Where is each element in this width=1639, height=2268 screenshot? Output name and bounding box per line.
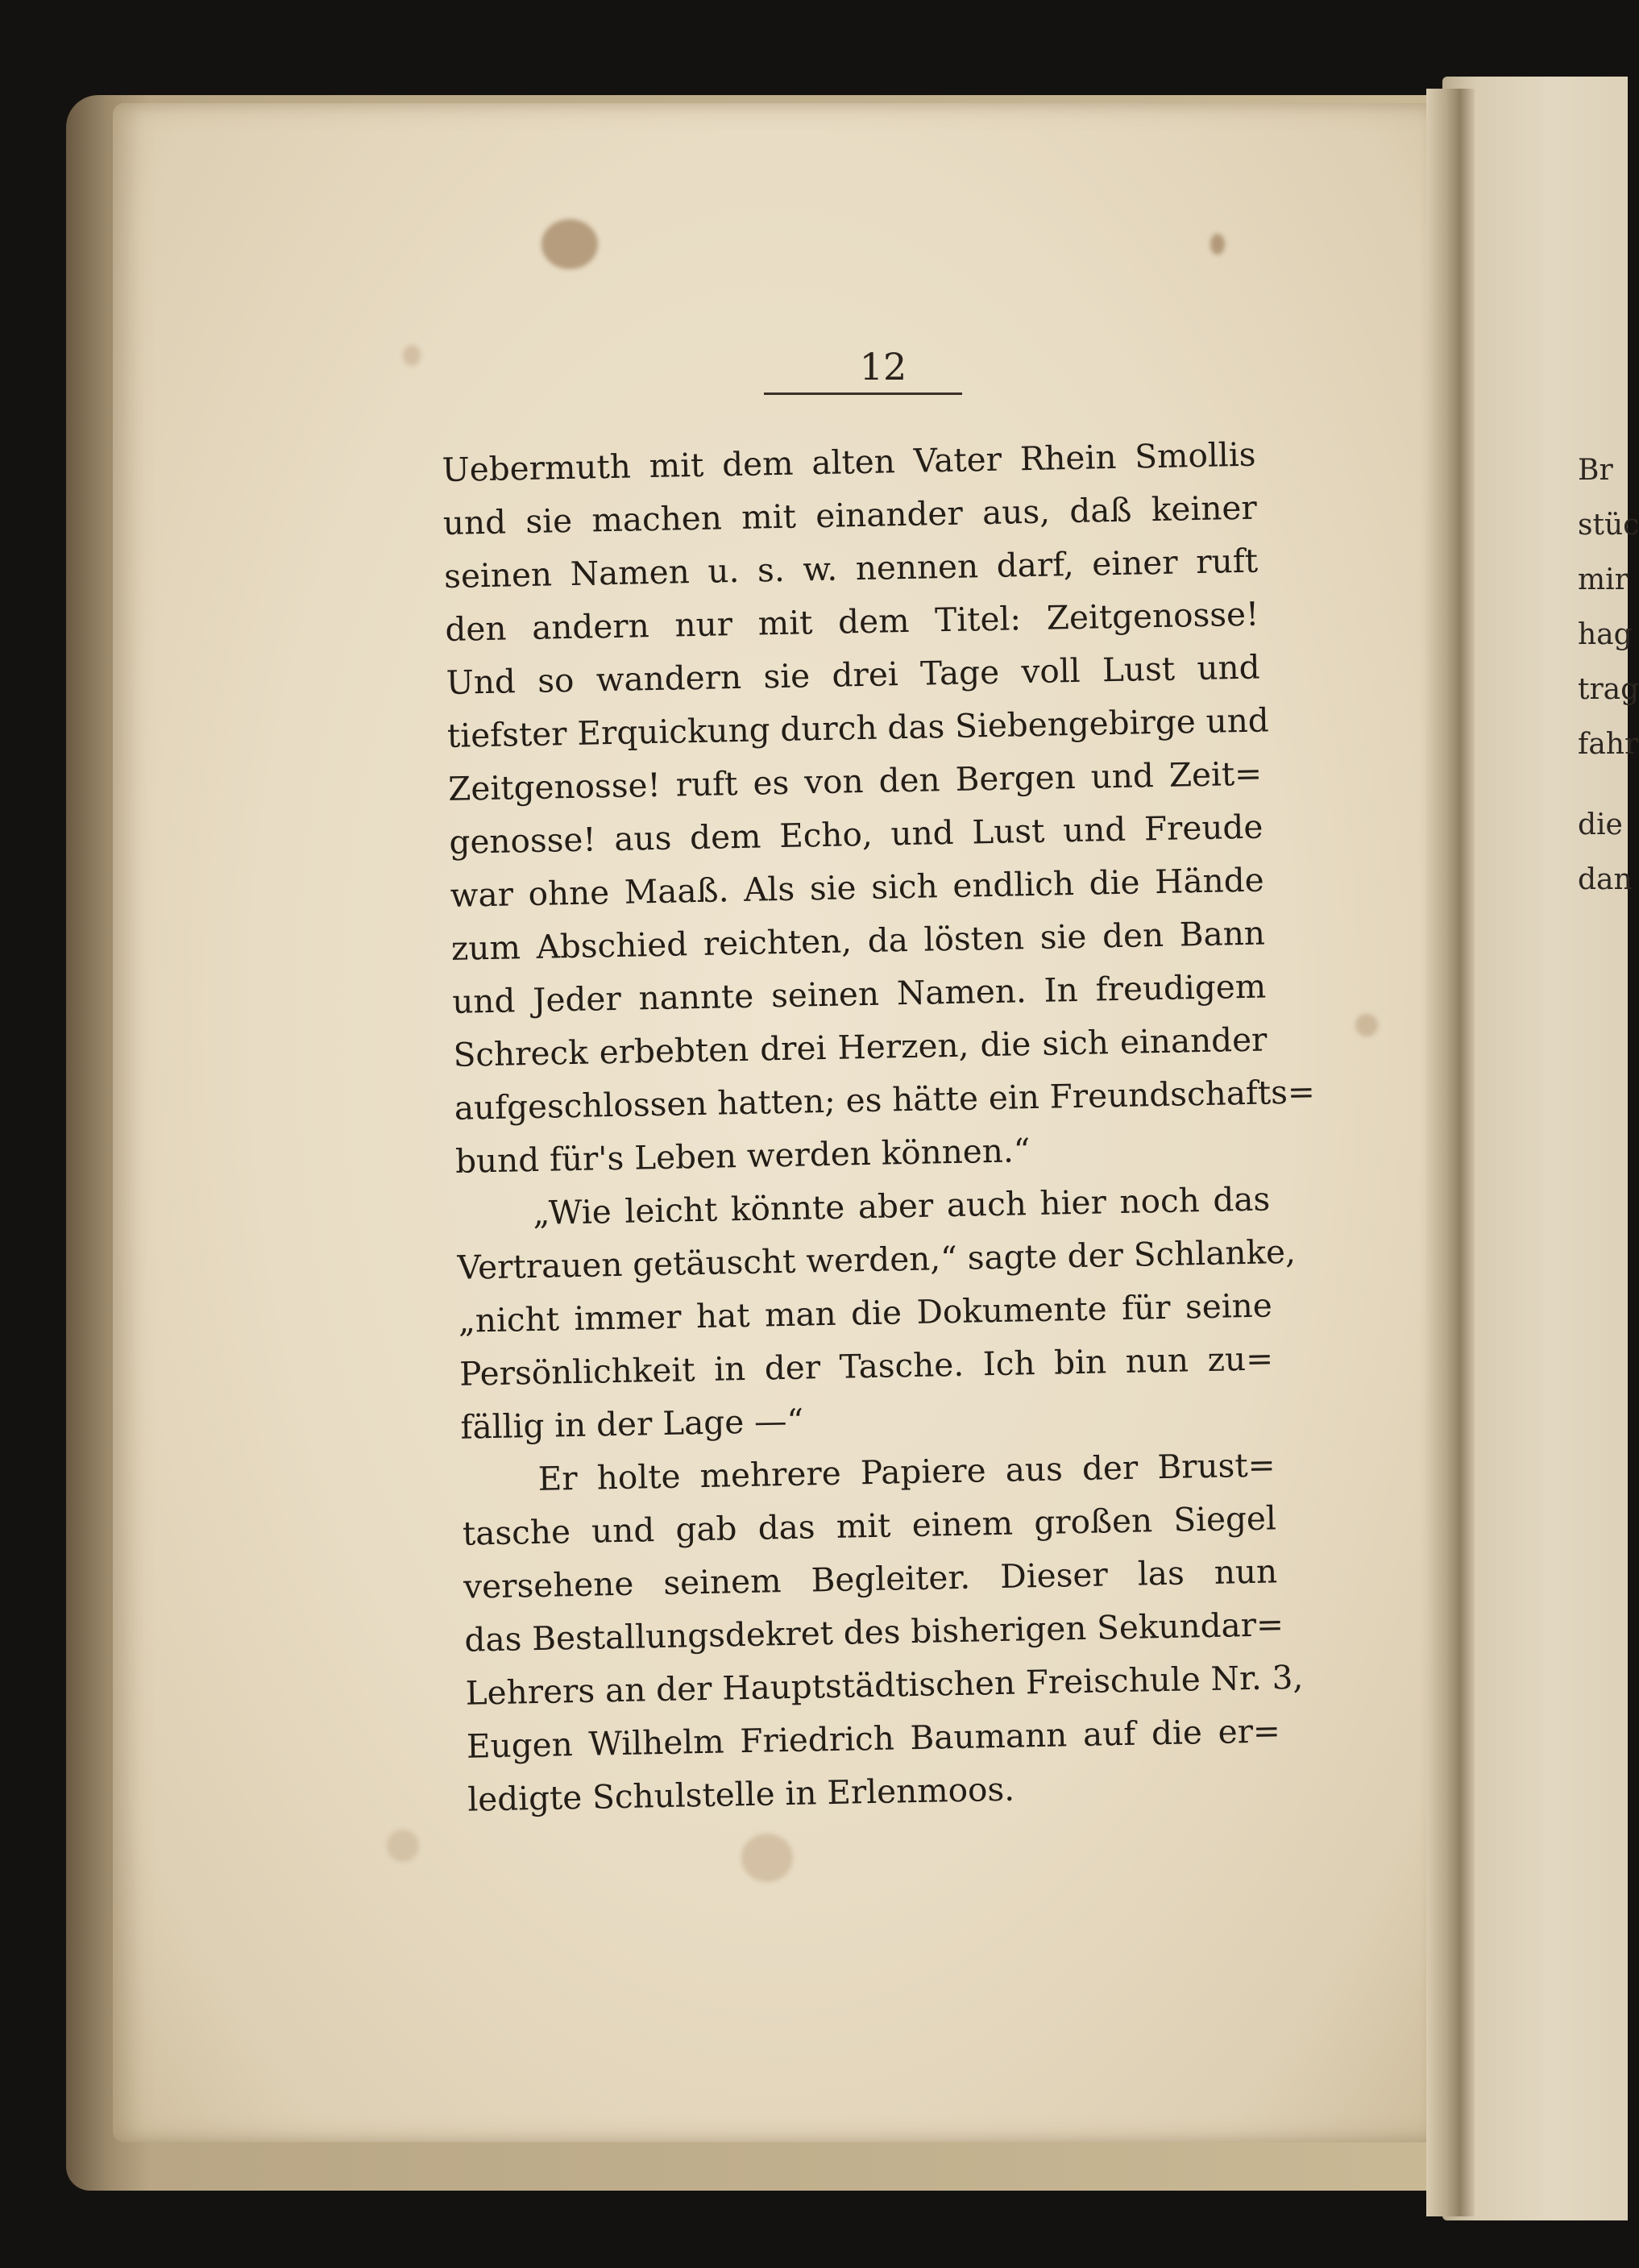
facing-fragment: fahr (1578, 728, 1639, 761)
text-line: seinen Namen u. s. w. nennen darf, einer ruft (443, 541, 1259, 596)
foxing-spot (741, 1834, 793, 1882)
text-line: bund für's Leben werden können.“ (454, 1131, 1031, 1181)
text-line: das Bestallungsdekret des bisherigen Sekundar= (464, 1605, 1284, 1659)
text-line: Lehrers an der Hauptstädtischen Freischule Nr. 3, (465, 1657, 1304, 1713)
facing-fragment: Br (1578, 454, 1613, 487)
text-line: war ohne Maaß. Als sie sich endlich die Hände (450, 860, 1265, 915)
text-line: ledigte Schulstelle in Erlenmoos. (467, 1769, 1015, 1819)
facing-fragment: dan (1578, 863, 1633, 896)
facing-fragment: stüc (1578, 509, 1639, 542)
foxing-spot (387, 1830, 419, 1862)
text-line: versehene seinem Begleiter. Dieser las nun (463, 1551, 1278, 1606)
facing-fragment: hag (1578, 618, 1633, 651)
page-number: 12 (859, 345, 907, 388)
text-line: „nicht immer hat man die Dokumente für seine (458, 1286, 1273, 1340)
text-line: Zeitgenosse! ruft es von den Bergen und Zeit= (447, 754, 1263, 808)
foxing-spot (541, 219, 598, 269)
header-rule (764, 393, 962, 395)
text-line: Uebermuth mit dem alten Vater Rhein Smollis (442, 434, 1256, 489)
text-line: Er holte mehrere Papiere aus der Brust= (537, 1445, 1276, 1498)
text-line: fällig in der Lage —“ (459, 1401, 804, 1447)
foxing-spot (403, 345, 421, 366)
text-line: tiefster Erquickung durch das Siebengebirge und (446, 700, 1270, 755)
foxing-spot (1355, 1014, 1378, 1036)
text-line: aufgeschlossen hatten; es hätte ein Freundschafts= (454, 1072, 1316, 1128)
facing-fragment: trag (1578, 673, 1639, 706)
text-line: den andern nur mit dem Titel: Zeitgenosse! (444, 594, 1259, 649)
text-line: „Wie leicht könnte aber auch hier noch das (532, 1179, 1271, 1232)
facing-fragment: mir (1578, 563, 1629, 596)
facing-fragment: die (1578, 808, 1623, 841)
foxing-spot (1210, 234, 1225, 255)
text-line: Persönlichkeit in der Tasche. Ich bin nun zu= (459, 1339, 1274, 1394)
text-line: und sie machen mit einander aus, daß keiner (442, 488, 1258, 542)
text-line: tasche und gab das mit einem großen Siegel (462, 1498, 1277, 1553)
text-line: Vertrauen getäuscht werden,“ sagte der Schlanke, (457, 1232, 1297, 1287)
text-line: Und so wandern sie drei Tage voll Lust und (446, 647, 1260, 702)
facing-page-text (1578, 443, 1639, 908)
text-line: Schreck erbebten drei Herzen, die sich einander (453, 1020, 1268, 1074)
text-line: Eugen Wilhelm Friedrich Baumann auf die er= (466, 1711, 1281, 1766)
text-line: genosse! aus dem Echo, und Lust und Freude (449, 807, 1263, 862)
body-text (442, 428, 1316, 1826)
text-line: zum Abschied reichten, da lösten sie den Bann (450, 913, 1266, 968)
book-gutter (1426, 89, 1475, 2216)
text-line: und Jeder nannte seinen Namen. In freudigem (451, 966, 1267, 1021)
